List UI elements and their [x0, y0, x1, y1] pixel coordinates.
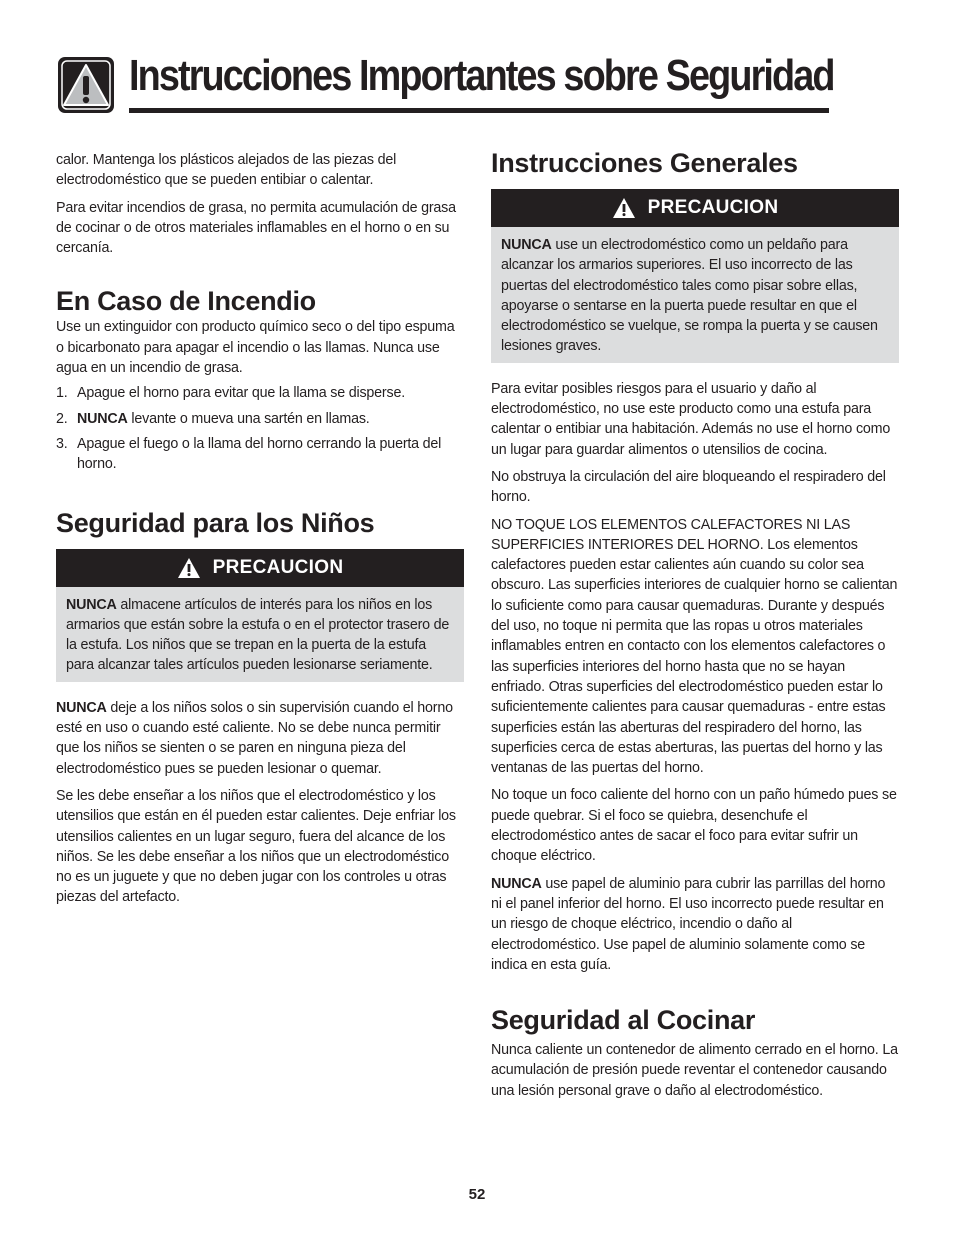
caution-triangle-icon — [612, 197, 636, 219]
general-caution-box — [491, 189, 899, 363]
kids-paragraph-1: NUNCA deje a los niños solos o sin supervisión cuando el horno esté en uso o cuando esté caliente. No se debe nunca permitir que los niños se sienten o se paren en ninguna pieza del electrodoméstico pues se pueden lesionar o quemar. — [56, 699, 453, 777]
caution-header — [56, 549, 464, 587]
caution-triangle-icon — [177, 557, 201, 579]
cooking-heading: Seguridad al Cocinar — [491, 1005, 756, 1036]
fire-paragraph: Use un extinguidor con producto químico seco o del tipo espuma o bicarbonato para apagar el incendio o las llamas. Nunca use agua en un incendio de grasa. — [56, 319, 455, 377]
page-title: Instrucciones Importantes sobre Seguridad — [129, 51, 834, 100]
list-item: 2. NUNCA levante o mueva una sartén en llamas. — [56, 410, 370, 427]
intro-paragraph-1: calor. Mantenga los plásticos alejados de las piezas del electrodoméstico que se pueden entibiar o calentar. — [56, 152, 397, 189]
general-paragraph-4: No toque un foco caliente del horno con un paño húmedo pues se puede quebrar. Si el foco se quiebra, desenchufe el electrodoméstico antes de sacar el foco para evitar sufrir un choque eléctrico. — [491, 787, 897, 865]
caution-label: PRECAUCION — [212, 556, 344, 578]
intro-paragraph-2: Para evitar incendios de grasa, no permita acumulación de grasa de cocinar o de otros materiales inflamables en el horno o en su cercanía. — [56, 199, 456, 257]
left-column — [56, 150, 464, 915]
title-underline — [129, 108, 829, 113]
kids-heading: Seguridad para los Niños — [56, 507, 375, 538]
cooking-paragraph: Nunca caliente un contenedor de alimento cerrado en el horno. La acumulación de presión puede reventar el contenedor causando una lesión personal grave o daño al electrodoméstico. — [491, 1042, 898, 1099]
general-heading: Instrucciones Generales — [491, 148, 798, 178]
kids-paragraph-2: Se les debe enseñar a los niños que el electrodoméstico y los utensilios que están en él pueden estar calientes. Deje enfriar los utensilios calientes en un lugar seguro, fuera del alcance de los niños. Se les debe enseñar a los niños que un electrodoméstico no es un juguete y que no deben jugar con los controles u otras piezas del artefacto. — [56, 787, 456, 906]
general-paragraph-1: Para evitar posibles riesgos para el usuario y daño al electrodoméstico, no use este producto como una estufa para calentar o entibiar una habitación. Además no use el horno como un lugar para guardar alimentos o utensilios de cocina. — [491, 380, 891, 458]
fire-steps-list — [56, 383, 464, 474]
list-item: 3. Apague el fuego o la llama del horno cerrando la puerta del horno. — [56, 435, 442, 473]
caution-body: NUNCA use un electrodoméstico como un peldaño para alcanzar los armarios superiores. El uso incorrecto de las puertas del electrodoméstico tales como pisar sobre ellas, apoyarse o sentarse en la puerta puede resultar en que el electrodoméstico se vuelque, se rompa la puerta y se causen lesiones graves. — [491, 227, 899, 363]
fire-heading: En Caso de Incendio — [56, 286, 316, 317]
kids-caution-box — [56, 549, 464, 682]
page-number: 52 — [468, 1186, 486, 1203]
caution-header — [491, 189, 899, 227]
warning-triangle-icon — [57, 56, 115, 114]
page-header — [57, 50, 834, 114]
general-paragraph-5: NUNCA use papel de aluminio para cubrir las parrillas del horno ni el panel inferior del horno. El uso incorrecto puede resultar en un riesgo de choque eléctrico, incendio o daño al electrodoméstico. Use papel de aluminio solamente como se indica en esta guía. — [491, 875, 886, 973]
general-paragraph-3: NO TOQUE LOS ELEMENTOS CALEFACTORES NI LAS SUPERFICIES INTERIORES DEL HORNO. Los elementos calefactores pueden estar calientes aún cuando su color sea obscuro. Las superficies interiores de cualquier horno se calientan lo suficiente como para causar quemaduras. Durante y después del uso, no toque ni permita que las ropas u otros materiales inflamables entren en contacto con los elementos calefactores o las superficies interiores del horno hasta que no se hayan enfriado. Otras superficies del electrodoméstico pueden estar lo suficientemente calientes para causar quemaduras - entre estas superficies están las aberturas del respiradero del horno, las superficies cerca de estas aberturas, las puertas del horno y las ventanas de las puertas del horno. — [491, 516, 898, 777]
right-column — [491, 147, 899, 1108]
caution-body: NUNCA almacene artículos de interés para los niños en los armarios que están sobre la estufa o en el protector trasero de la estufa. Los niños que se trepan en la puerta de la estufa para alcanzar tales artículos pueden lesionarse seriamente. — [56, 587, 464, 682]
list-item: 1. Apague el horno para evitar que la llama se disperse. — [56, 385, 405, 402]
caution-label: PRECAUCION — [647, 197, 779, 218]
general-paragraph-2: No obstruya la circulación del aire bloqueando el respiradero del horno. — [491, 468, 886, 506]
